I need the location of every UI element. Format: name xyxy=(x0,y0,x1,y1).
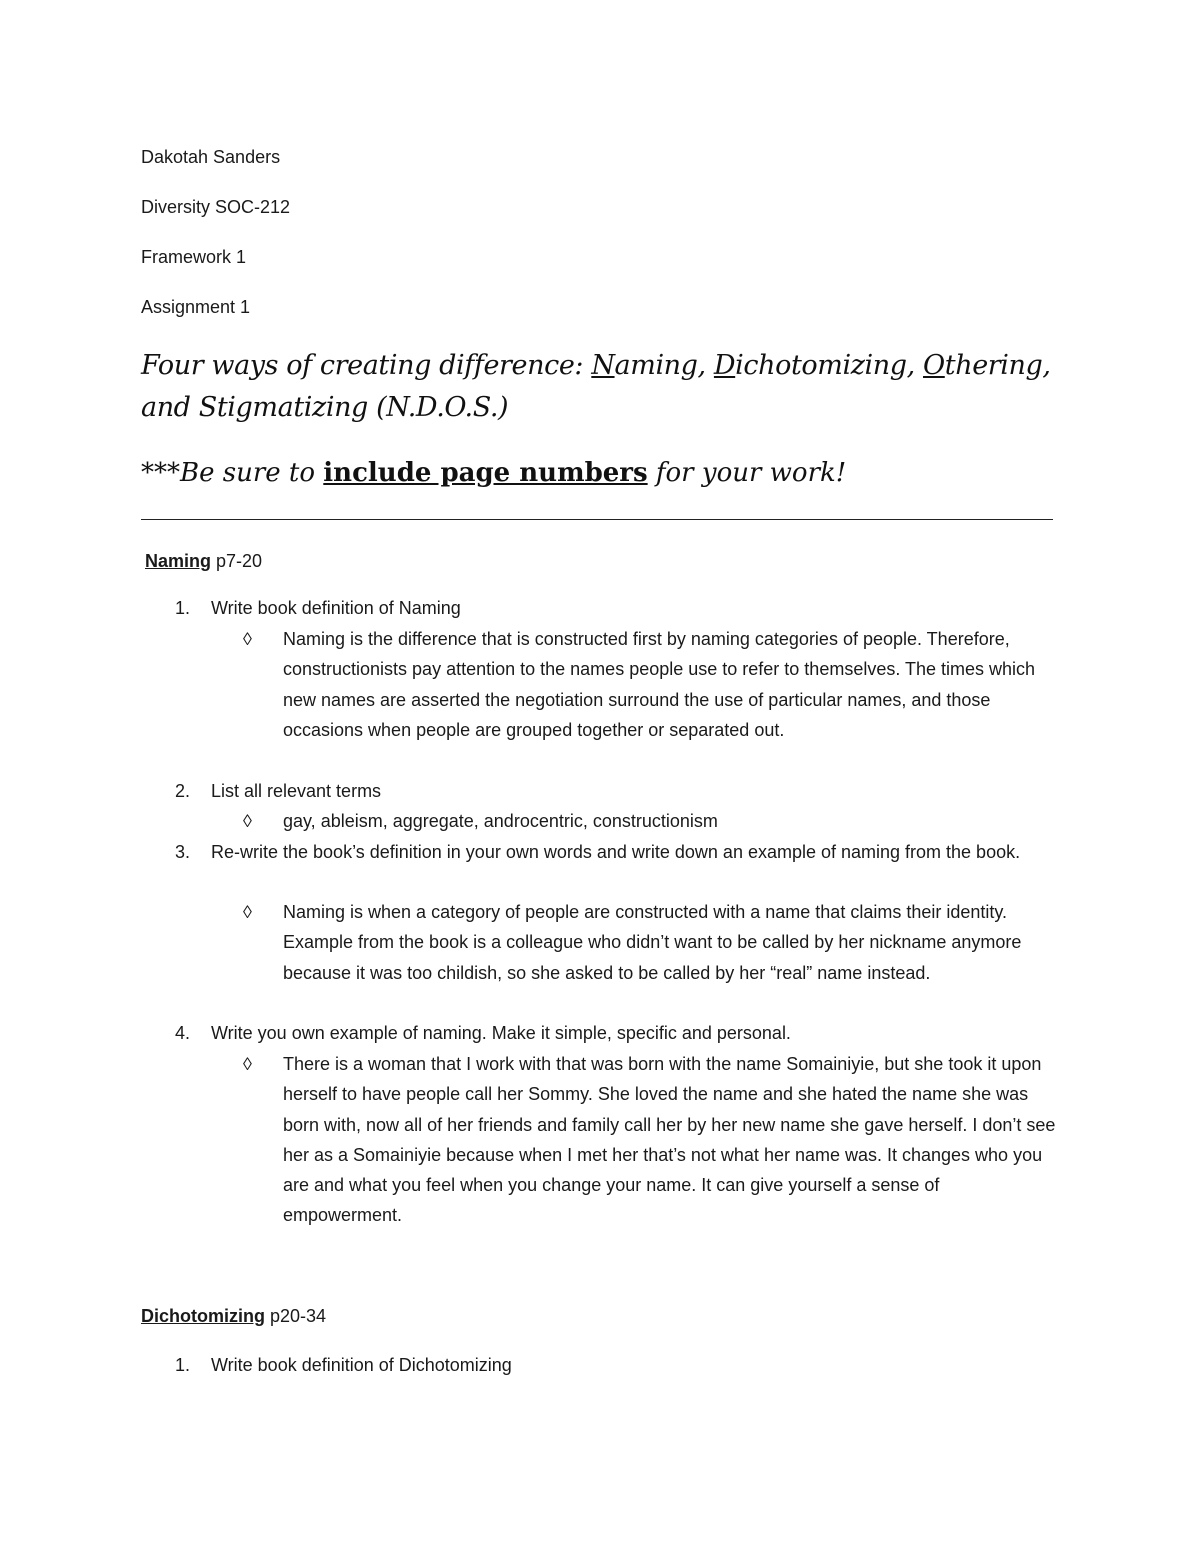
dichotomizing-section-heading: Dichotomizing p20-34 xyxy=(141,1306,327,1326)
diamond-bullet-icon: ◊ xyxy=(243,811,252,831)
course-name: Diversity SOC-212 xyxy=(141,197,291,217)
naming-section-heading: Naming p7-20 xyxy=(145,551,263,571)
diamond-bullet-icon: ◊ xyxy=(243,902,252,922)
document-page: Dakotah Sanders Diversity SOC-212 Framework 1 Assignment 1 Four ways of creating difference: Naming, Dichotomizing, Othering, and Stigmatizing (N.D.O.S.) ***Be sure to include page numbers for your work! Naming p7-20 1. Write book definition of Naming ◊ Naming is the difference that is constructed first by naming categories of people. Therefore, constructionists pay attention to the names people use to refer to themselves. The times which new names are asserted the negotiation surround the use of particular names, and those occasions when people are grouped together or separated out. 2. List all relevant terms ◊ gay, ableism, aggregate, androcentric, constructionism 3. Re-write the book’s definition in your own words and write down an example of naming from the book. ◊ Naming is when a category of people are constructed with a name that claims their identity. Example from the book is a colleague who didn’t want to be called by her nickname anymore because it was too childish, so she asked to be called by her “real” name instead. 4. Write you own example of naming. Make it simple, specific and personal. ◊ There is a woman that I work with that was born with the name Somainiyie, but she took it upon herself to have people call her Sommy. She loved the name and she hated the name she was born with, now all of her friends and family call her by her new name she gave herself. I don’t see her as a Somainiyie because when I met her that’s not what her name was. It changes who you are and what you feel when you change your name. It can give yourself a sense of empowerment. Dichotomizing p20-34 1. Write book definition of Dichotomizing xyxy=(0,0,1200,1553)
student-name: Dakotah Sanders xyxy=(141,147,281,167)
document-title: Four ways of creating difference: Naming, Dichotomizing, Othering, and Stigmatizing (N.D.O.S.) xyxy=(141,350,1051,423)
page-number-reminder: ***Be sure to include page numbers for your work! xyxy=(141,458,847,488)
assignment-label: Assignment 1 xyxy=(141,297,251,317)
framework-label: Framework 1 xyxy=(141,247,247,267)
diamond-bullet-icon: ◊ xyxy=(243,1054,252,1074)
horizontal-divider xyxy=(141,519,1053,520)
diamond-bullet-icon: ◊ xyxy=(243,629,252,649)
